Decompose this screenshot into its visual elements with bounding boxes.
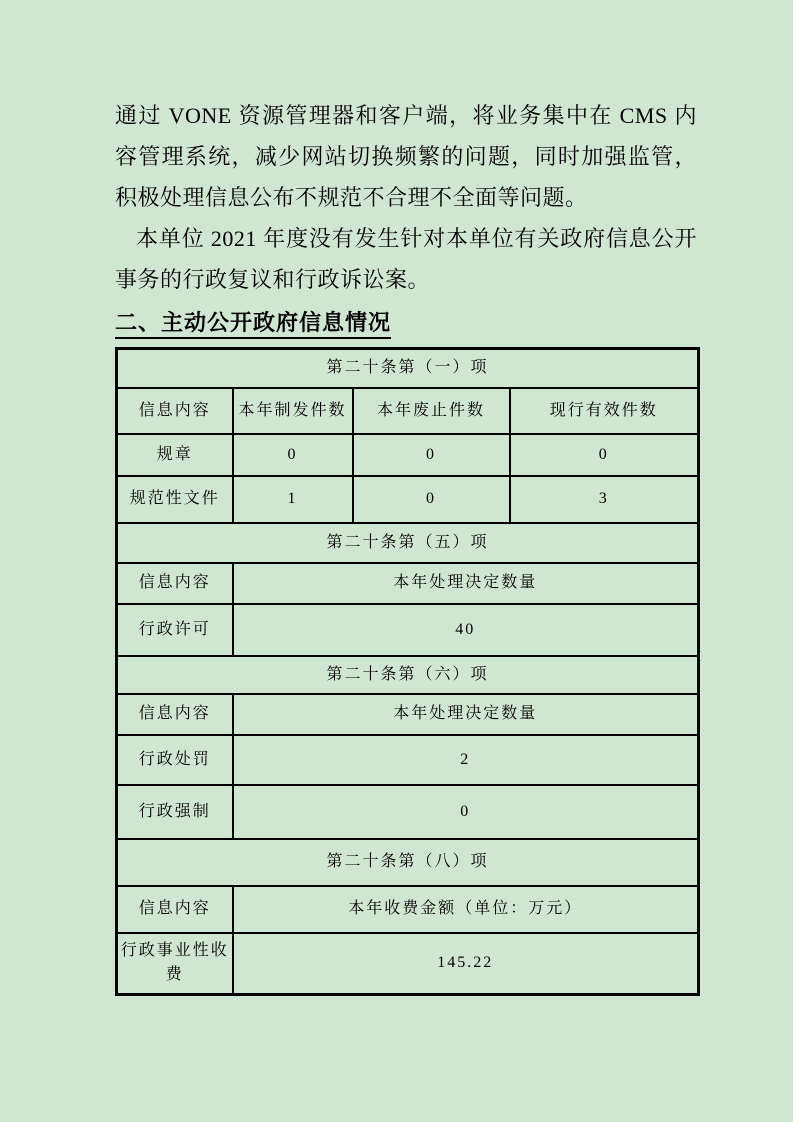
section-4-header-row [117,886,699,933]
value-cell: 0 [353,434,510,476]
section-2-col-header-0: 信息内容 [117,563,233,604]
section-3-title-row [117,656,699,694]
section-2-header-row [117,563,699,604]
section-3-col-header-1: 本年处理决定数量 [233,694,699,735]
value-cell: 0 [233,434,353,476]
table-row [117,476,699,523]
section-4-col-header-0: 信息内容 [117,886,233,933]
table-row [117,735,699,785]
section-heading [115,308,697,338]
body-paragraph-2: 本单位 2021 年度没有发生针对本单位有关政府信息公开事务的行政复议和行政诉讼案。 [115,226,697,292]
row-label-cell: 行政强制 [117,785,233,839]
section-1-col-header-3: 现行有效件数 [510,388,699,434]
section-1-col-header-1: 本年制发件数 [233,388,353,434]
row-label-cell: 规章 [117,434,233,476]
table-row [117,434,699,476]
section-4-title-cell: 第二十条第（八）项 [117,839,699,886]
value-cell: 0 [233,785,699,839]
value-cell: 0 [353,476,510,523]
section-1-header-row [117,388,699,434]
page-content [115,0,697,996]
value-cell: 40 [233,604,699,656]
section-4-title-row [117,839,699,886]
section-3-col-header-0: 信息内容 [117,694,233,735]
row-label-cell: 规范性文件 [117,476,233,523]
value-cell: 2 [233,735,699,785]
value-cell: 0 [510,434,699,476]
table-row [117,933,699,995]
table-row [117,604,699,656]
body-paragraph-1: 通过 VONE 资源管理器和客户端，将业务集中在 CMS 内容管理系统，减少网站切换频繁的问题，同时加强监管，积极处理信息公布不规范不合理不全面等问题。 [115,103,697,210]
section-4-col-header-1: 本年收费金额（单位：万元） [233,886,699,933]
section-3-header-row [117,694,699,735]
section-heading-text: 二、主动公开政府信息情况 [115,310,391,339]
section-1-title-row [117,349,699,388]
section-2-title-row [117,523,699,563]
value-cell: 145.22 [233,933,699,995]
section-1-col-header-0: 信息内容 [117,388,233,434]
row-label-cell: 行政许可 [117,604,233,656]
section-2-title-cell: 第二十条第（五）项 [117,523,699,563]
section-1-col-header-2: 本年废止件数 [353,388,510,434]
table-row [117,785,699,839]
disclosure-table [115,347,700,996]
section-1-title-cell: 第二十条第（一）项 [117,349,699,388]
row-label-cell: 行政事业性收费 [117,933,233,995]
section-3-title-cell: 第二十条第（六）项 [117,656,699,694]
value-cell: 3 [510,476,699,523]
row-label-cell: 行政处罚 [117,735,233,785]
value-cell: 1 [233,476,353,523]
section-2-col-header-1: 本年处理决定数量 [233,563,699,604]
